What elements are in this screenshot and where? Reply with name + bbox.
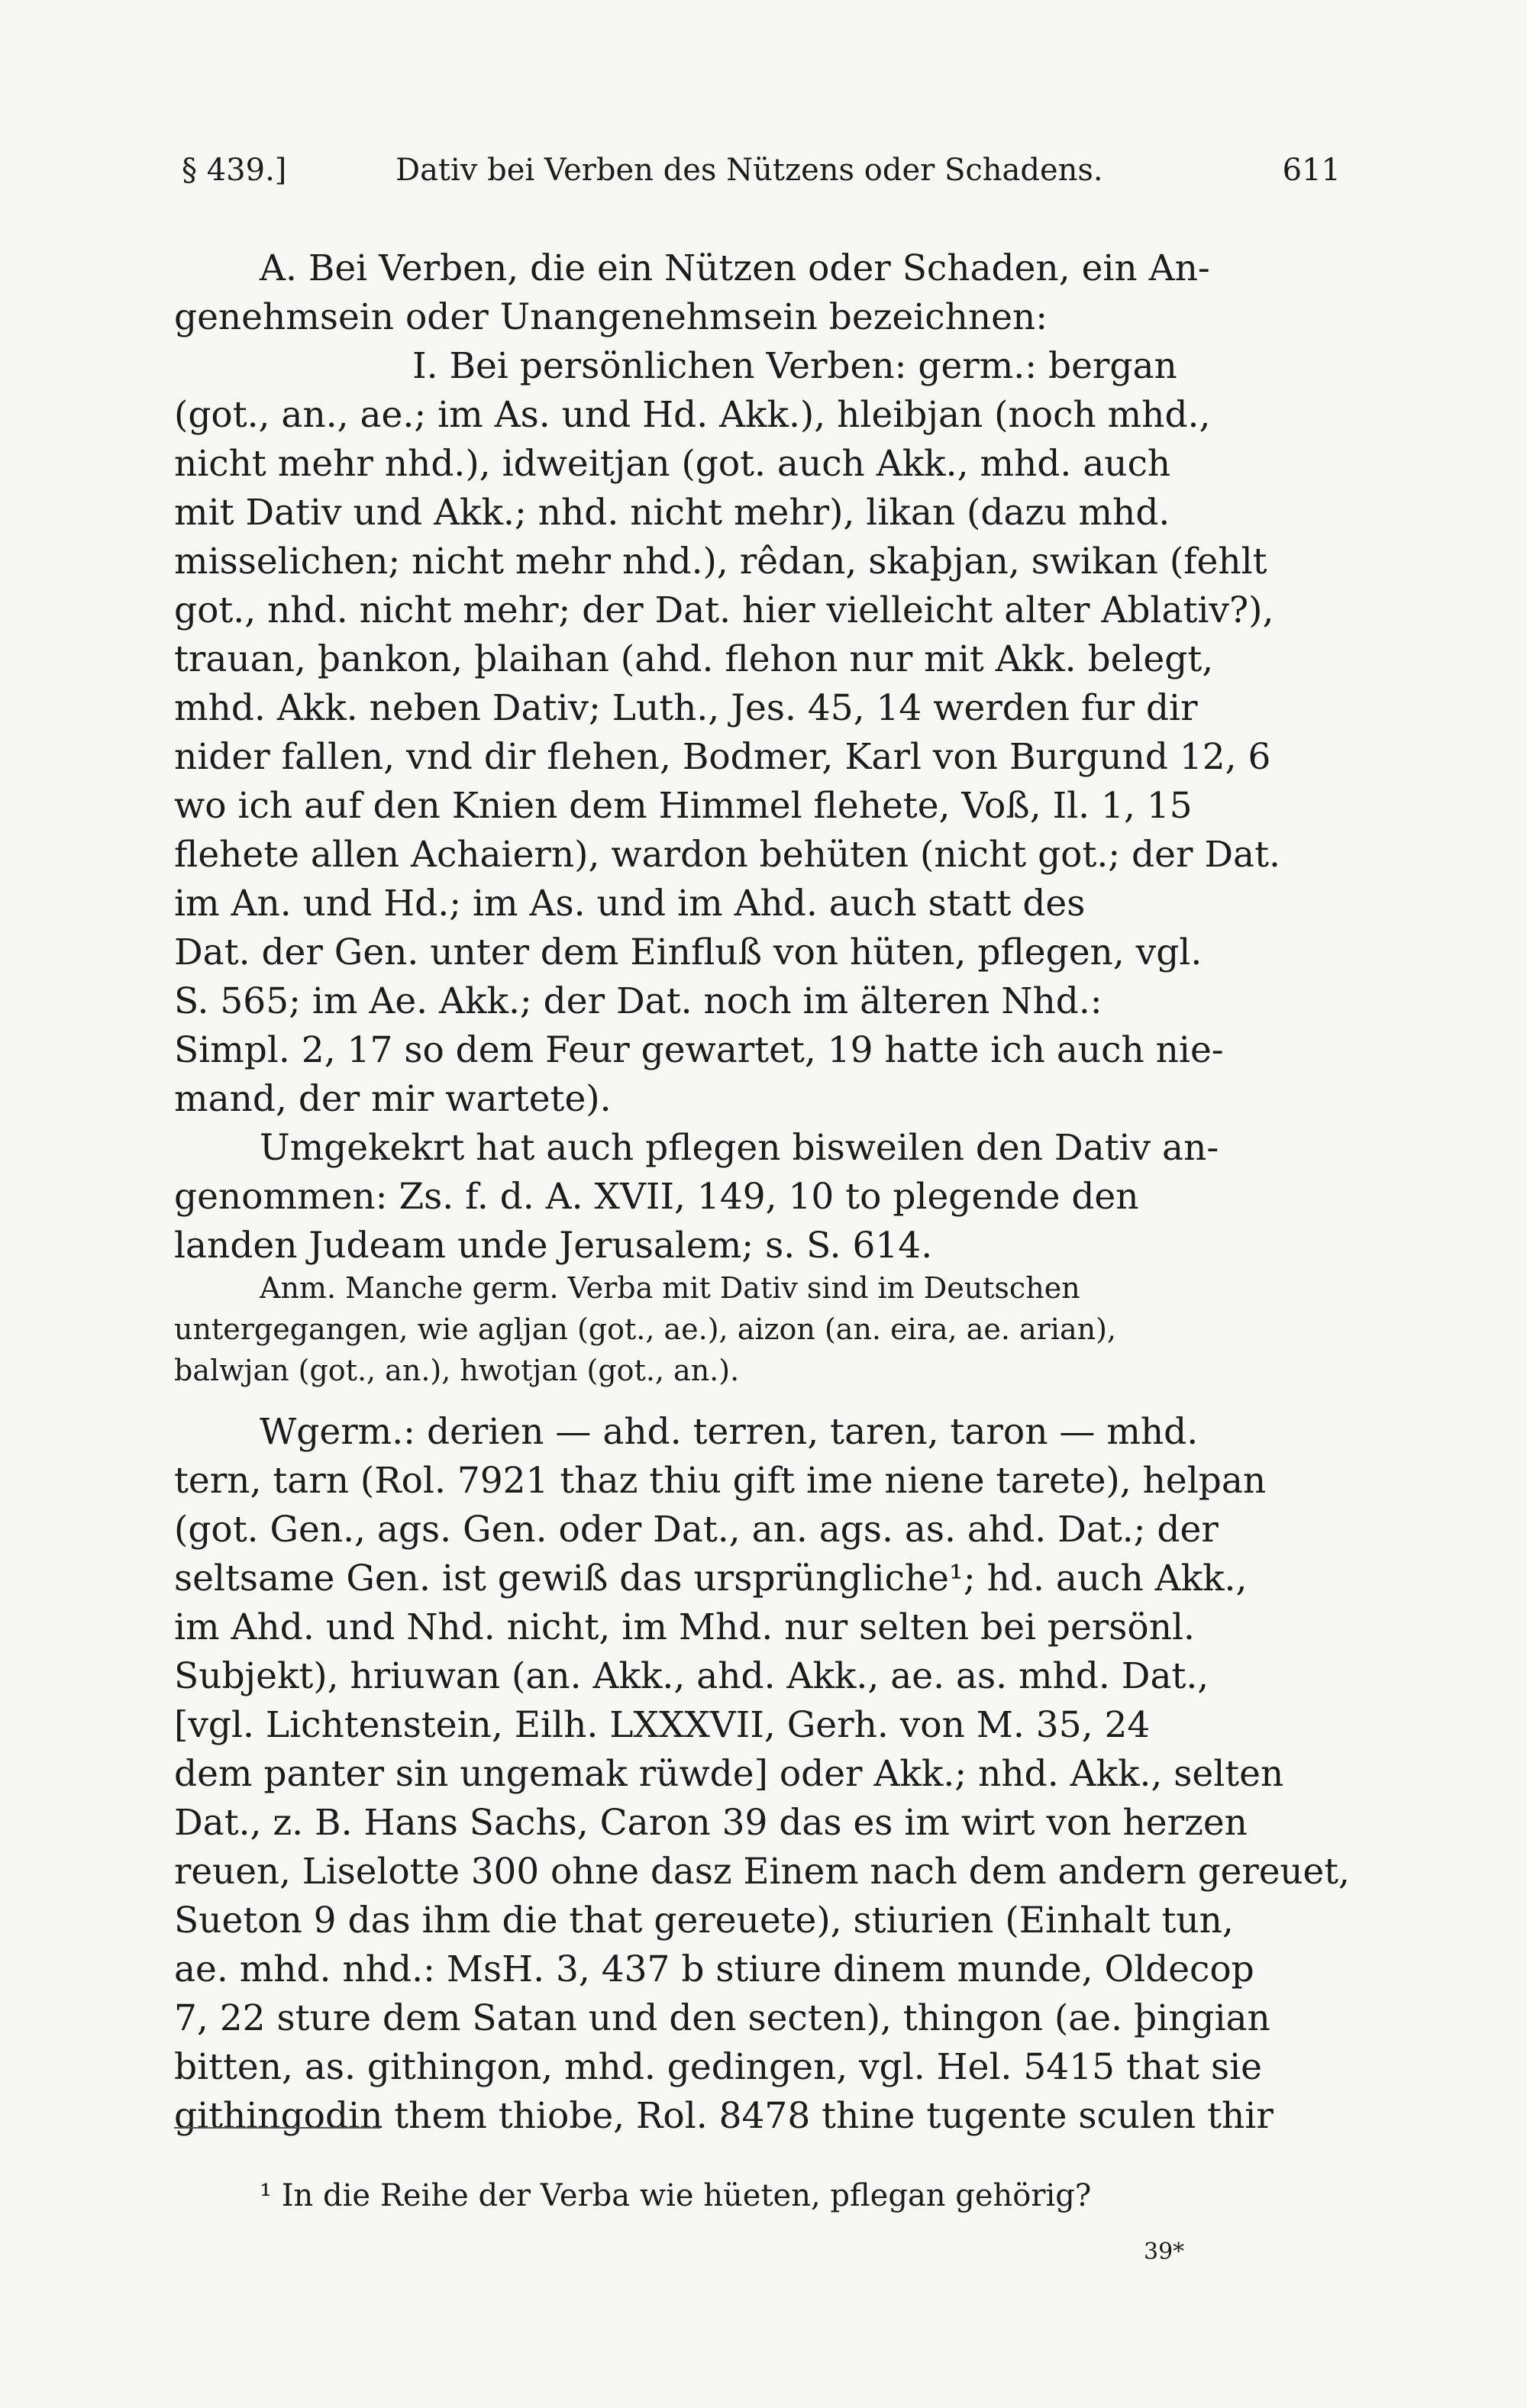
text-line: nicht mehr nhd.), idweitjan (got. auch Akk., mhd. auch — [174, 443, 1171, 485]
text-line: dem panter sin ungemak rüwde] oder Akk.; nhd. Akk., selten — [174, 1753, 1284, 1795]
text-line: tern, tarn (Rol. 7921 thaz thiu gift ime niene tarete), helpan — [174, 1460, 1267, 1502]
text-line: githingodin them thiobe, Rol. 8478 thine tugente sculen thir — [174, 2095, 1274, 2137]
text-line: I. Bei persönlichen Verben: germ.: bergan — [412, 345, 1177, 387]
text-line: genehmsein oder Unangenehmsein bezeichnen: — [174, 296, 1048, 338]
text-line: im Ahd. und Nhd. nicht, im Mhd. nur selten bei persönl. — [174, 1606, 1195, 1648]
text-line: genommen: Zs. f. d. A. XVII, 149, 10 to plegende den — [174, 1176, 1139, 1218]
running-header — [174, 153, 1350, 199]
signature-mark: 39* — [1144, 2239, 1185, 2265]
text-line: wo ich auf den Knien dem Himmel flehete, Voß, Il. 1, 15 — [174, 785, 1193, 827]
text-line: mit Dativ und Akk.; nhd. nicht mehr), likan (dazu mhd. — [174, 492, 1170, 534]
text-line: [vgl. Lichtenstein, Eilh. LXXXVII, Gerh. von M. 35, 24 — [174, 1704, 1151, 1746]
text-line: 7, 22 sture dem Satan und den secten), thingon (ae. þingian — [174, 1997, 1270, 2039]
running-title: Dativ bei Verben des Nützens oder Schadens. — [395, 153, 1103, 188]
text-line: (got. Gen., ags. Gen. oder Dat., an. ags. as. ahd. Dat.; der — [174, 1509, 1219, 1551]
text-line: mand, der mir wartete). — [174, 1078, 612, 1120]
section-number: § 439.] — [182, 153, 287, 188]
text-line: nider fallen, vnd dir flehen, Bodmer, Karl von Burgund 12, 6 — [174, 736, 1271, 778]
footnote: ¹ In die Reihe der Verba wie hüeten, pflegan gehörig? — [260, 2178, 1092, 2213]
text-line: landen Judeam unde Jerusalem; s. S. 614. — [174, 1225, 933, 1267]
text-line: ae. mhd. nhd.: MsH. 3, 437 b stiure dinem munde, Oldecop — [174, 1948, 1254, 1990]
text-line: seltsame Gen. ist gewiß das ursprüngliche¹; hd. auch Akk., — [174, 1557, 1248, 1599]
page-number: 611 — [1282, 153, 1341, 188]
text-line: got., nhd. nicht mehr; der Dat. hier vielleicht alter Ablativ?), — [174, 589, 1274, 631]
text-line: misselichen; nicht mehr nhd.), rêdan, skaþjan, swikan (fehlt — [174, 541, 1267, 583]
text-line: Dat. der Gen. unter dem Einfluß von hüten, pflegen, vgl. — [174, 931, 1203, 973]
text-line: reuen, Liselotte 300 ohne dasz Einem nach dem andern gereuet, — [174, 1851, 1350, 1893]
note-line: balwjan (got., an.), hwotjan (got., an.). — [174, 1354, 740, 1387]
footnote-divider — [174, 2127, 380, 2129]
text-line: Dat., z. B. Hans Sachs, Caron 39 das es im wirt von herzen — [174, 1802, 1248, 1844]
text-line: Umgekekrt hat auch pflegen bisweilen den Dativ an- — [260, 1127, 1219, 1169]
text-line: Wgerm.: derien — ahd. terren, taren, taron — mhd. — [260, 1411, 1199, 1453]
text-line: S. 565; im Ae. Akk.; der Dat. noch im älteren Nhd.: — [174, 980, 1102, 1022]
text-line: A. Bei Verben, die ein Nützen oder Schaden, ein An- — [260, 247, 1210, 289]
text-line: Subjekt), hriuwan (an. Akk., ahd. Akk., ae. as. mhd. Dat., — [174, 1655, 1209, 1697]
text-line: im An. und Hd.; im As. und im Ahd. auch statt des — [174, 883, 1086, 925]
note-line: untergegangen, wie agljan (got., ae.), aizon (an. eira, ae. arian), — [174, 1312, 1116, 1346]
text-line: flehete allen Achaiern), wardon behüten (nicht got.; der Dat. — [174, 834, 1280, 876]
text-line: Simpl. 2, 17 so dem Feur gewartet, 19 hatte ich auch nie- — [174, 1029, 1224, 1071]
text-line: mhd. Akk. neben Dativ; Luth., Jes. 45, 14 werden fur dir — [174, 687, 1198, 729]
text-line: Sueton 9 das ihm die that gereuete), stiurien (Einhalt tun, — [174, 1900, 1234, 1942]
text-line: (got., an., ae.; im As. und Hd. Akk.), hleibjan (noch mhd., — [174, 394, 1211, 436]
text-line: trauan, þankon, þlaihan (ahd. flehon nur mit Akk. belegt, — [174, 638, 1214, 680]
note-line: Anm. Manche germ. Verba mit Dativ sind im Deutschen — [260, 1271, 1080, 1305]
text-line: bitten, as. githingon, mhd. gedingen, vgl. Hel. 5415 that sie — [174, 2046, 1262, 2088]
